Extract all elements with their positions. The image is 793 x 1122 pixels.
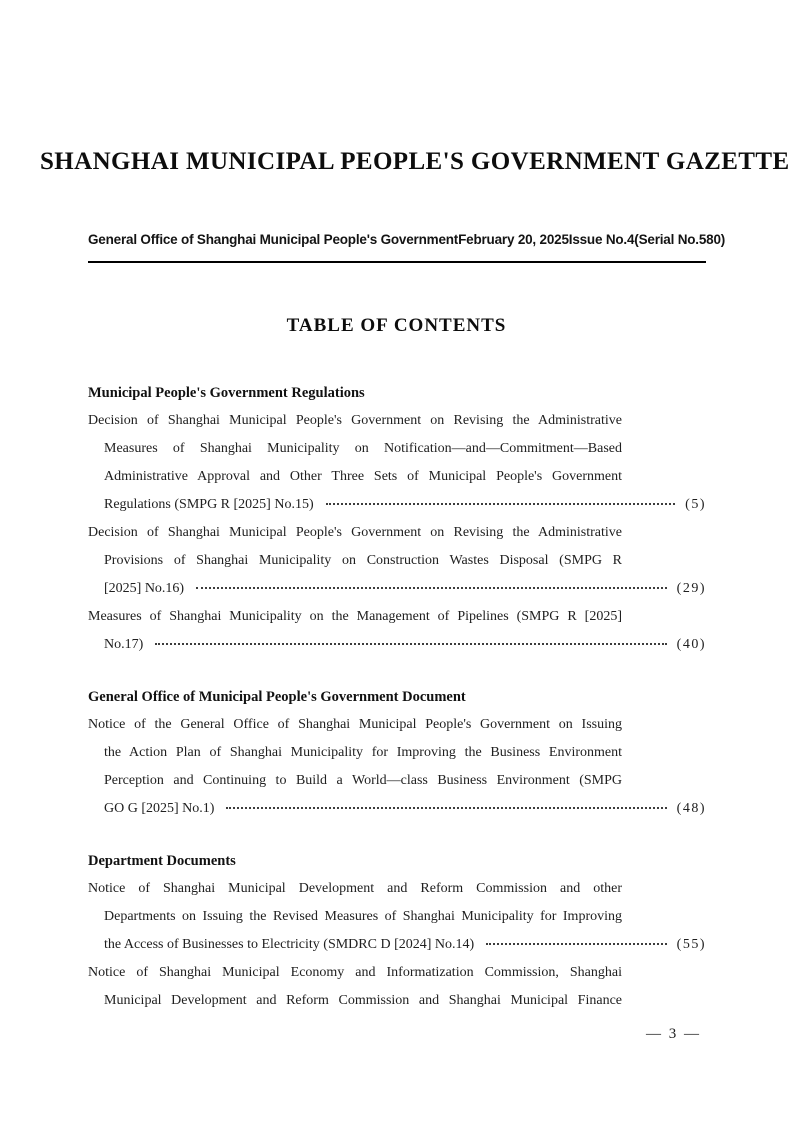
- toc-page-ref: (48): [676, 801, 706, 816]
- toc-leader-dots: [155, 643, 666, 645]
- toc-entry-line: [88, 491, 706, 519]
- publisher-line: [88, 231, 726, 263]
- toc-title: TABLE OF CONTENTS: [286, 315, 507, 336]
- toc-leader-dots: [226, 807, 666, 809]
- toc-entry-line: Provisions of Shanghai Municipality on Construction Wastes Disposal (SMPG R: [104, 553, 622, 568]
- toc-entry-line: Decision of Shanghai Municipal People's Government on Revising the Administrative: [88, 413, 622, 428]
- toc-entry: [88, 603, 706, 659]
- toc-entry-tail: the Access of Businesses to Electricity (SMDRC D [2024] No.14): [104, 937, 475, 952]
- section-heading: General Office of Municipal People's Government Document: [88, 689, 466, 705]
- toc-entry: [88, 711, 706, 823]
- toc-entry-tail: GO G [2025] No.1): [104, 801, 215, 816]
- toc-section-departments: [88, 847, 706, 1015]
- issue-number: Issue No.4(Serial No.580): [568, 232, 726, 247]
- section-heading: Municipal People's Government Regulations: [88, 385, 365, 401]
- toc-entry-line: Notice of the General Office of Shanghai Municipal People's Government on Issuing: [88, 717, 622, 732]
- toc-entry-line: [88, 795, 706, 823]
- toc-section-general-office: [88, 683, 706, 823]
- toc-entry-line: Departments on Issuing the Revised Measures of Shanghai Municipality for Improving: [104, 909, 622, 924]
- toc-entry-tail: No.17): [104, 637, 144, 652]
- toc-entry: [88, 959, 706, 1015]
- toc-leader-dots: [326, 503, 676, 505]
- toc-entry: [88, 407, 706, 519]
- toc-entry-line: [88, 931, 706, 959]
- toc-page-ref: (40): [676, 637, 706, 652]
- toc-entry-line: Measures of Shanghai Municipality on the Management of Pipelines (SMPG R [2025]: [88, 609, 622, 624]
- toc-entry: [88, 519, 706, 603]
- issue-date: February 20, 2025: [458, 232, 569, 247]
- toc-entry-tail: [2025] No.16): [104, 581, 185, 596]
- toc-entry: [88, 875, 706, 959]
- toc-entry-line: Municipal Development and Reform Commission and Shanghai Municipal Finance: [104, 993, 622, 1008]
- page-number: — 3 —: [646, 1026, 701, 1042]
- toc-entry-line: Notice of Shanghai Municipal Economy and Informatization Commission, Shanghai: [88, 965, 622, 980]
- toc-entry-line: Administrative Approval and Other Three Sets of Municipal People's Government: [104, 469, 622, 484]
- toc-entry-line: Perception and Continuing to Build a World—class Business Environment (SMPG: [104, 773, 622, 788]
- toc-leader-dots: [486, 943, 666, 945]
- toc-entry-line: Notice of Shanghai Municipal Development and Reform Commission and other: [88, 881, 622, 896]
- toc-entry-line: Measures of Shanghai Municipality on Notification—and—Commitment—Based: [104, 441, 622, 456]
- toc-entry-line: the Action Plan of Shanghai Municipality for Improving the Business Environment: [104, 745, 622, 760]
- publisher-name: General Office of Shanghai Municipal People's Government: [88, 232, 459, 247]
- table-of-contents: [88, 379, 706, 1015]
- toc-section-regulations: [88, 379, 706, 659]
- section-heading: Department Documents: [88, 853, 236, 869]
- gazette-title: SHANGHAI MUNICIPAL PEOPLE'S GOVERNMENT GAZETTE: [40, 148, 790, 175]
- toc-entry-line: [88, 631, 706, 659]
- toc-entry-tail: Regulations (SMPG R [2025] No.15): [104, 497, 314, 512]
- toc-leader-dots: [196, 587, 667, 589]
- toc-page-ref: (55): [676, 937, 706, 952]
- toc-page-ref: (5): [685, 497, 706, 512]
- toc-entry-line: [88, 575, 706, 603]
- toc-page-ref: (29): [676, 581, 706, 596]
- toc-entry-line: Decision of Shanghai Municipal People's Government on Revising the Administrative: [88, 525, 622, 540]
